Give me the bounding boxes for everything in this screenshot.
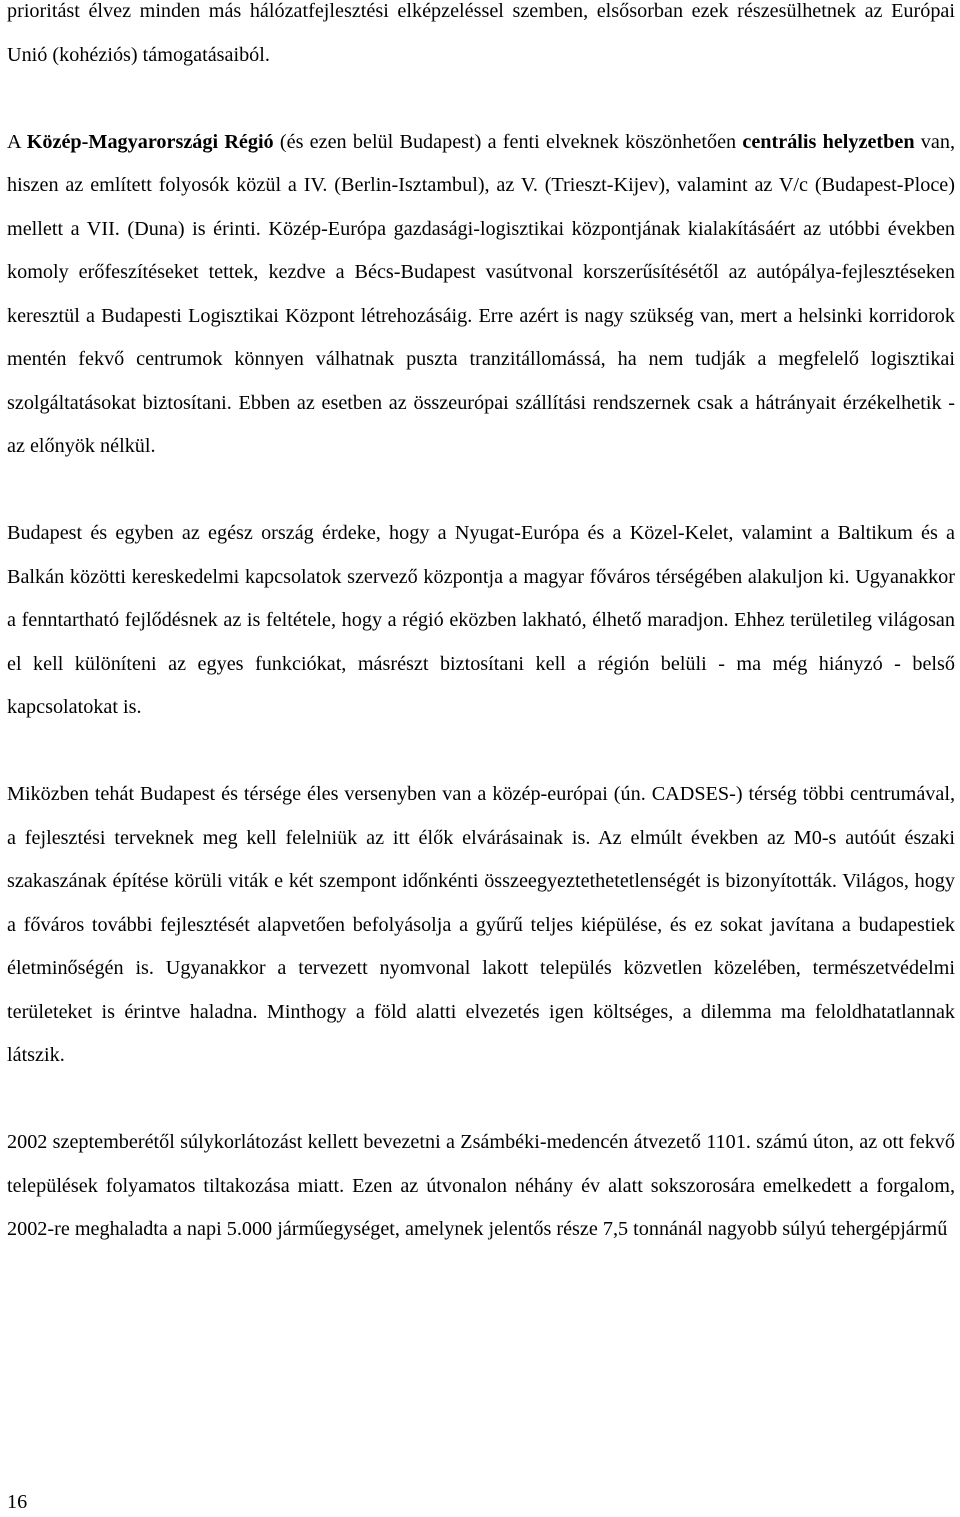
paragraph bbox=[7, 1121, 955, 1252]
bold-phrase: centrális helyzetben bbox=[742, 130, 915, 153]
paragraph bbox=[7, 773, 955, 1078]
paragraph bbox=[7, 121, 955, 469]
paragraph-text: prioritást élvez minden más hálózatfejlesztési elképzeléssel szemben, elsősorban ezek részesülhetnek az Európai Unió (kohéziós) támogatásaiból. bbox=[7, 0, 955, 66]
paragraph bbox=[7, 0, 955, 77]
paragraph bbox=[7, 512, 955, 730]
paragraph-text: (és ezen belül Budapest) a fenti elveknek köszönhetően bbox=[273, 130, 743, 153]
paragraph-text: van, hiszen az említett folyosók közül a IV. (Berlin-Isztambul), az V. (Trieszt-Kijev), valamint az V/c (Budapest-Ploce) mellett a VII. (Duna) is érinti. Közép-Európa gazdasági-logisztikai központjának kialakításáért az utóbbi években komoly erőfeszítéseket tettek, kezdve a Bécs-Budapest vasútvonal korszerűsítésétől az autópálya-fejlesztéseken keresztül a Budapesti Logisztikai Központ létrehozásáig. Erre azért is nagy szükség van, mert a helsinki korridorok mentén fekvő centrumok könnyen válhatnak puszta tranzitállomássá, ha nem tudják a megfelelő logisztikai szolgáltatásokat biztosítani. Ebben az esetben az összeurópai szállítási rendszernek csak a hátrányait érzékelhetik - az előnyök nélkül. bbox=[7, 130, 955, 457]
paragraph-text: A bbox=[7, 130, 27, 153]
paragraph-text: 2002 szeptemberétől súlykorlátozást kellett bevezetni a Zsámbéki-medencén átvezető 1101. számú úton, az ott fekvő települések folyamatos tiltakozása miatt. Ezen az útvonalon néhány év alatt sokszorosára emelkedett a forgalom, 2002-re meghaladta a napi 5.000 járműegységet, amelynek jelentős része 7,5 tonnánál nagyobb súlyú tehergépjármű bbox=[7, 1131, 955, 1240]
document-page bbox=[7, 0, 955, 1252]
bold-phrase: Közép-Magyarországi Régió bbox=[26, 130, 274, 153]
page-number: 16 bbox=[7, 1491, 28, 1513]
paragraph-text: Budapest és egyben az egész ország érdeke, hogy a Nyugat-Európa és a Közel-Kelet, valamint a Baltikum és a Balkán közötti kereskedelmi kapcsolatok szervező központja a magyar főváros térségében alakuljon ki. Ugyanakkor a fenntartható fejlődésnek az is feltétele, hogy a régió eközben lakható, élhető maradjon. Ehhez területileg világosan el kell különíteni az egyes funkciókat, másrészt biztosítani kell a régión belüli - ma még hiányzó - belső kapcsolatokat is. bbox=[7, 522, 955, 718]
paragraph-text: Miközben tehát Budapest és térsége éles versenyben van a közép-európai (ún. CADSES-) térség többi centrumával, a fejlesztési terveknek meg kell felelniük az itt élők elvárásainak is. Az elmúlt években az M0-s autóút északi szakaszának építése körüli viták e két szempont időnkénti összeegyeztethetetlenségét is bizonyították. Világos, hogy a főváros további fejlesztését alapvetően befolyásolja a gyűrű teljes kiépülése, és ez sokat javítana a budapestiek életminőségén is. Ugyanakkor a tervezett nyomvonal lakott település közvetlen közelében, természetvédelmi területeket is érintve haladna. Minthogy a föld alatti elvezetés igen költséges, a dilemma ma feloldhatatlannak látszik. bbox=[7, 783, 955, 1066]
